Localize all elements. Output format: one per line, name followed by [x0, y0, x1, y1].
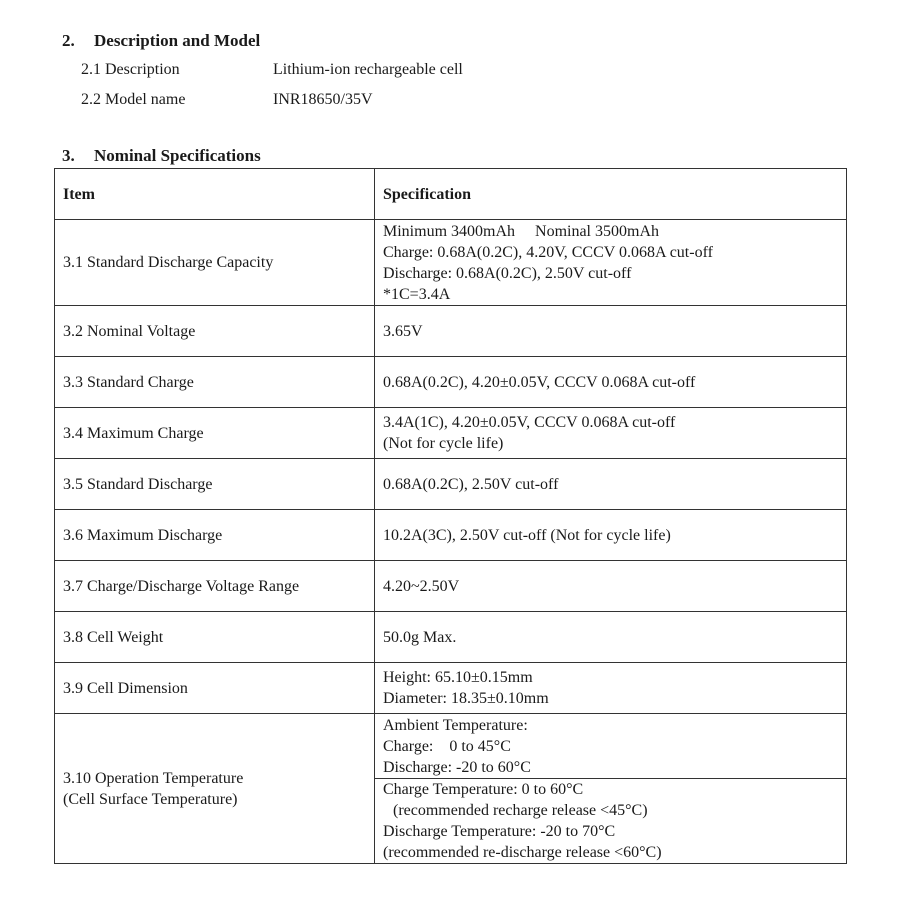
description-value: Lithium-ion rechargeable cell	[273, 61, 463, 78]
spec-line: 10.2A(3C), 2.50V cut-off (Not for cycle life)	[383, 526, 671, 544]
item-cell	[55, 408, 375, 459]
spec-line: Charge: 0.68A(0.2C), 4.20V, CCCV 0.068A cut-off	[383, 243, 713, 261]
table-row	[55, 459, 847, 510]
item-label: 3.10 Operation Temperature	[63, 769, 244, 787]
item-cell	[55, 357, 375, 408]
spec-cell	[375, 561, 847, 612]
spec-line: Ambient Temperature:	[383, 716, 528, 734]
spec-line: 3.65V	[383, 322, 423, 340]
spec-line: 3.4A(1C), 4.20±0.05V, CCCV 0.068A cut-off	[383, 414, 676, 431]
section-3-title: Nominal Specifications	[94, 146, 261, 165]
item-label: 3.6 Maximum Discharge	[63, 526, 223, 544]
item-cell	[55, 612, 375, 663]
table-row	[55, 220, 847, 306]
spec-line: *1C=3.4A	[383, 285, 451, 303]
table-row	[55, 663, 847, 714]
item-column-header: Item	[55, 169, 375, 220]
table-row	[55, 306, 847, 357]
item-cell	[55, 220, 375, 306]
item-cell	[55, 561, 375, 612]
spec-cell	[375, 357, 847, 408]
table-row	[55, 612, 847, 663]
spec-line: Diameter: 18.35±0.10mm	[383, 690, 549, 707]
spec-line: Discharge: 0.68A(0.2C), 2.50V cut-off	[383, 264, 632, 282]
spec-line: Charge: 0 to 45°C	[383, 737, 511, 755]
item-label: 3.8 Cell Weight	[63, 628, 164, 646]
item-label-sub: (Cell Surface Temperature)	[63, 790, 238, 808]
spec-cell	[375, 510, 847, 561]
spec-line: (Not for cycle life)	[383, 435, 504, 452]
description-label: 2.1 Description	[81, 61, 180, 78]
section-3-number: 3.	[62, 146, 75, 165]
item-label: 3.5 Standard Discharge	[63, 475, 213, 493]
spec-line: Height: 65.10±0.15mm	[383, 669, 533, 686]
spec-line: 4.20~2.50V	[383, 577, 460, 595]
table-row	[55, 510, 847, 561]
spec-cell	[375, 220, 847, 306]
section-2-title: Description and Model	[94, 31, 261, 50]
spec-line: Discharge Temperature: -20 to 70°C	[383, 822, 616, 840]
item-label: 3.1 Standard Discharge Capacity	[63, 254, 274, 271]
item-cell	[55, 663, 375, 714]
item-cell	[55, 510, 375, 561]
spec-cell	[375, 408, 847, 459]
section-2-heading	[62, 31, 260, 51]
spec-cell	[375, 612, 847, 663]
model-name-value: INR18650/35V	[273, 91, 373, 108]
item-label: 3.3 Standard Charge	[63, 373, 194, 391]
spec-line: 0.68A(0.2C), 4.20±0.05V, CCCV 0.068A cut-off	[383, 373, 696, 391]
spec-cell	[375, 306, 847, 357]
spec-line: (recommended recharge release <45°C)	[393, 801, 648, 819]
spec-cell	[375, 663, 847, 714]
item-cell	[55, 459, 375, 510]
table-row	[55, 561, 847, 612]
item-label: 3.4 Maximum Charge	[63, 424, 204, 442]
item-cell	[55, 306, 375, 357]
specifications-table	[54, 168, 847, 864]
spec-line: Charge Temperature: 0 to 60°C	[383, 780, 584, 798]
spec-line: (recommended re-discharge release <60°C)	[383, 843, 662, 861]
spec-cell	[375, 714, 847, 864]
table-row	[55, 408, 847, 459]
spec-cell	[375, 459, 847, 510]
item-cell	[55, 714, 375, 864]
spec-line: Minimum 3400mAh Nominal 3500mAh	[383, 222, 659, 240]
item-label: 3.9 Cell Dimension	[63, 679, 188, 697]
model-name-label: 2.2 Model name	[81, 91, 186, 108]
table-row	[55, 357, 847, 408]
item-label: 3.7 Charge/Discharge Voltage Range	[63, 577, 300, 595]
spec-line: 50.0g Max.	[383, 628, 457, 646]
section-2-number: 2.	[62, 31, 75, 50]
spec-line: Discharge: -20 to 60°C	[375, 757, 846, 779]
item-label: 3.2 Nominal Voltage	[63, 322, 196, 340]
table-header-row	[55, 169, 847, 220]
spec-line: 0.68A(0.2C), 2.50V cut-off	[383, 475, 559, 493]
table-row	[55, 714, 847, 864]
section-3-heading	[62, 146, 261, 166]
specification-column-header: Specification	[375, 169, 847, 220]
